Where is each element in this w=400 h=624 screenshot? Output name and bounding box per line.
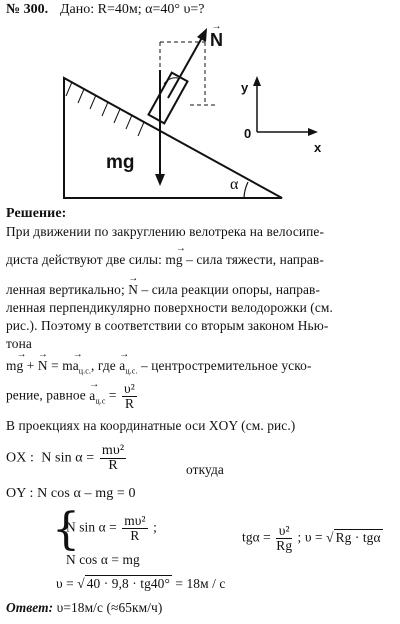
equation-tg: tgα = $\frac{\text{υ²}}{Rg}$ ; υ = √ Rg · tgα [242, 523, 381, 553]
axis-origin-label: 0 [244, 126, 252, 141]
axis-y-label: y [241, 80, 249, 95]
line-projections: В проекциях на координатные оси XOY (см. рис.) [6, 418, 296, 433]
incline-figure [0, 0, 400, 210]
equation-result: υ = √ 40 · 9,8 · tg40° = 18м / с [56, 576, 226, 591]
system-eq-1: N sin α = $\frac{\text{mυ²}}{R}$ ; [66, 513, 157, 543]
line-5: рис.). Поэтому в соответствии со вторым законом Нью- [6, 318, 329, 333]
problem-number: № 300. [6, 2, 49, 17]
equation-oy: OY : N cos α – mg = 0 [6, 486, 136, 501]
system-brace: { [52, 504, 80, 555]
given-data: Дано: R=40м; α=40° υ=? [60, 2, 205, 17]
answer-line: Ответ: υ=18м/с (≈65км/ч) [6, 600, 163, 615]
line-4: ленная перпендикулярно поверхности велодорожки (см. [6, 300, 333, 315]
line-accel: рение, равное → $a_{ц.с}$ = $\frac{\text{υ²}}{R}$ [6, 382, 139, 411]
label-mg: mg [106, 152, 135, 173]
solution-title: Решение: [6, 206, 67, 221]
line-3: ленная вертикально; → N – сила реакции опоры, направ- [6, 282, 320, 298]
axis-x-label: x [314, 140, 322, 155]
line-1: При движении по закруглению велотрека на велосипе- [6, 224, 324, 239]
equation-newton: m→ g + → $N = m\to a_{ц.с.}$, где → $a_{ц.с.}$ – центростремительное уско- [6, 358, 312, 376]
equation-ox: OX : N sin α = $\frac{\text{mυ²}}{R}$ [6, 443, 125, 473]
line-2: диста действуют две силы: m→ g – сила тяжести, направ- [6, 252, 324, 268]
text-otkuda: откуда [186, 462, 224, 477]
angle-arc [244, 182, 248, 198]
normal-vector [168, 34, 204, 98]
system-eq-2: N cos α = mg [66, 552, 140, 567]
label-alpha: α [230, 176, 239, 193]
label-N: → N [210, 30, 223, 51]
line-6: тона [6, 336, 32, 351]
